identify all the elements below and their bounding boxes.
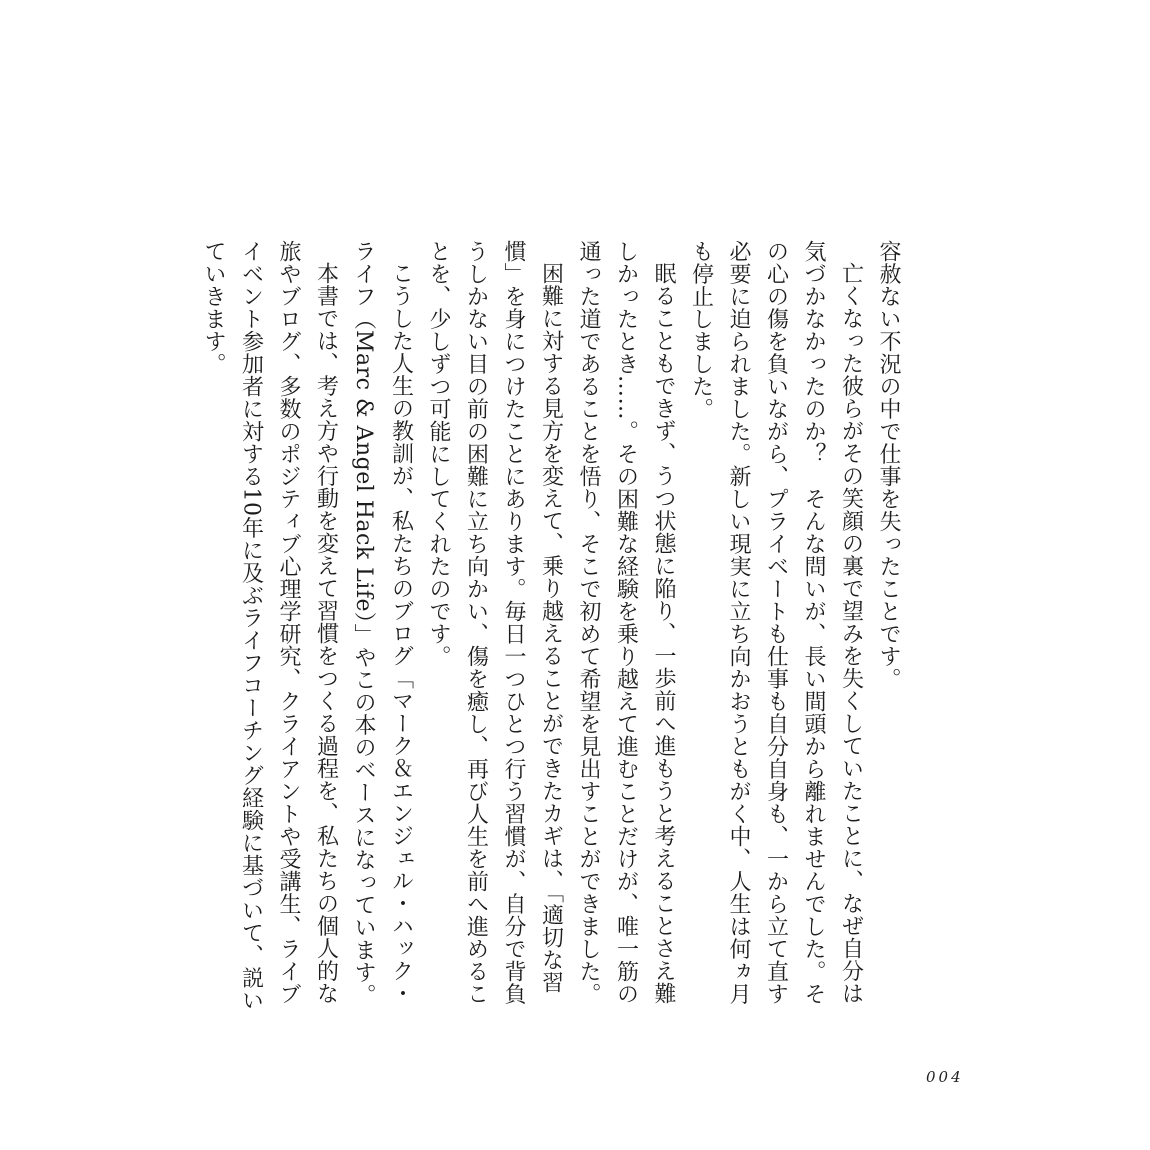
page-number: 004 <box>926 1068 964 1086</box>
paragraph-1: 容赦ない不況の中で仕事を失ったことです。 <box>876 240 901 690</box>
paragraph-5: こうした人生の教訓が、私たちのブログ「マーク＆エンジェル・ハック・ライフ（Marc & Angel Hack Life）」やこの本のベースになっています。 <box>351 240 414 1006</box>
paragraph-4: 困難に対する見方を変えて、乗り越えることができたカギは、「適切な習慣」を身につけたことにあります。毎日一つひとつ行う習慣が、自分で背負うしかない目の前の困難に立ち向かい、傷を癒し、再び人生を前へ進めることを、少しずつ可能にしてくれたのです。 <box>426 240 564 1005</box>
paragraph-6: 本書では、考え方や行動を変えて習慣をつくる過程を、私たちの個人的な旅やブログ、多数のポジティブ心理学研究、クライアントや受講生、ライブイベント参加者に対する10年に及ぶライフコーチング経験に基づいて、説いていきます。 <box>201 240 339 1012</box>
paragraph-2: 亡くなった彼らがその笑顔の裏で望みを失くしていたことに、なぜ自分は気づかなかったのか？ そんな問いが、長い間頭から離れませんでした。その心の傷を負いながら、プライベートも仕事も自分自身も、一から立て直す必要に迫られました。新しい現実に立ち向かおうともがく中、人生は何ヵ月も停止しました。 <box>688 240 864 1005</box>
body-text <box>201 240 907 1020</box>
paragraph-3: 眠ることもできず、うつ状態に陥り、一歩前へ進もうと考えることさえ難しかったとき……。その困難な経験を乗り越えて進むことだけが、唯一筋の通った道であることを悟り、そこで初めて希望を見出すことができました。 <box>576 240 676 1005</box>
